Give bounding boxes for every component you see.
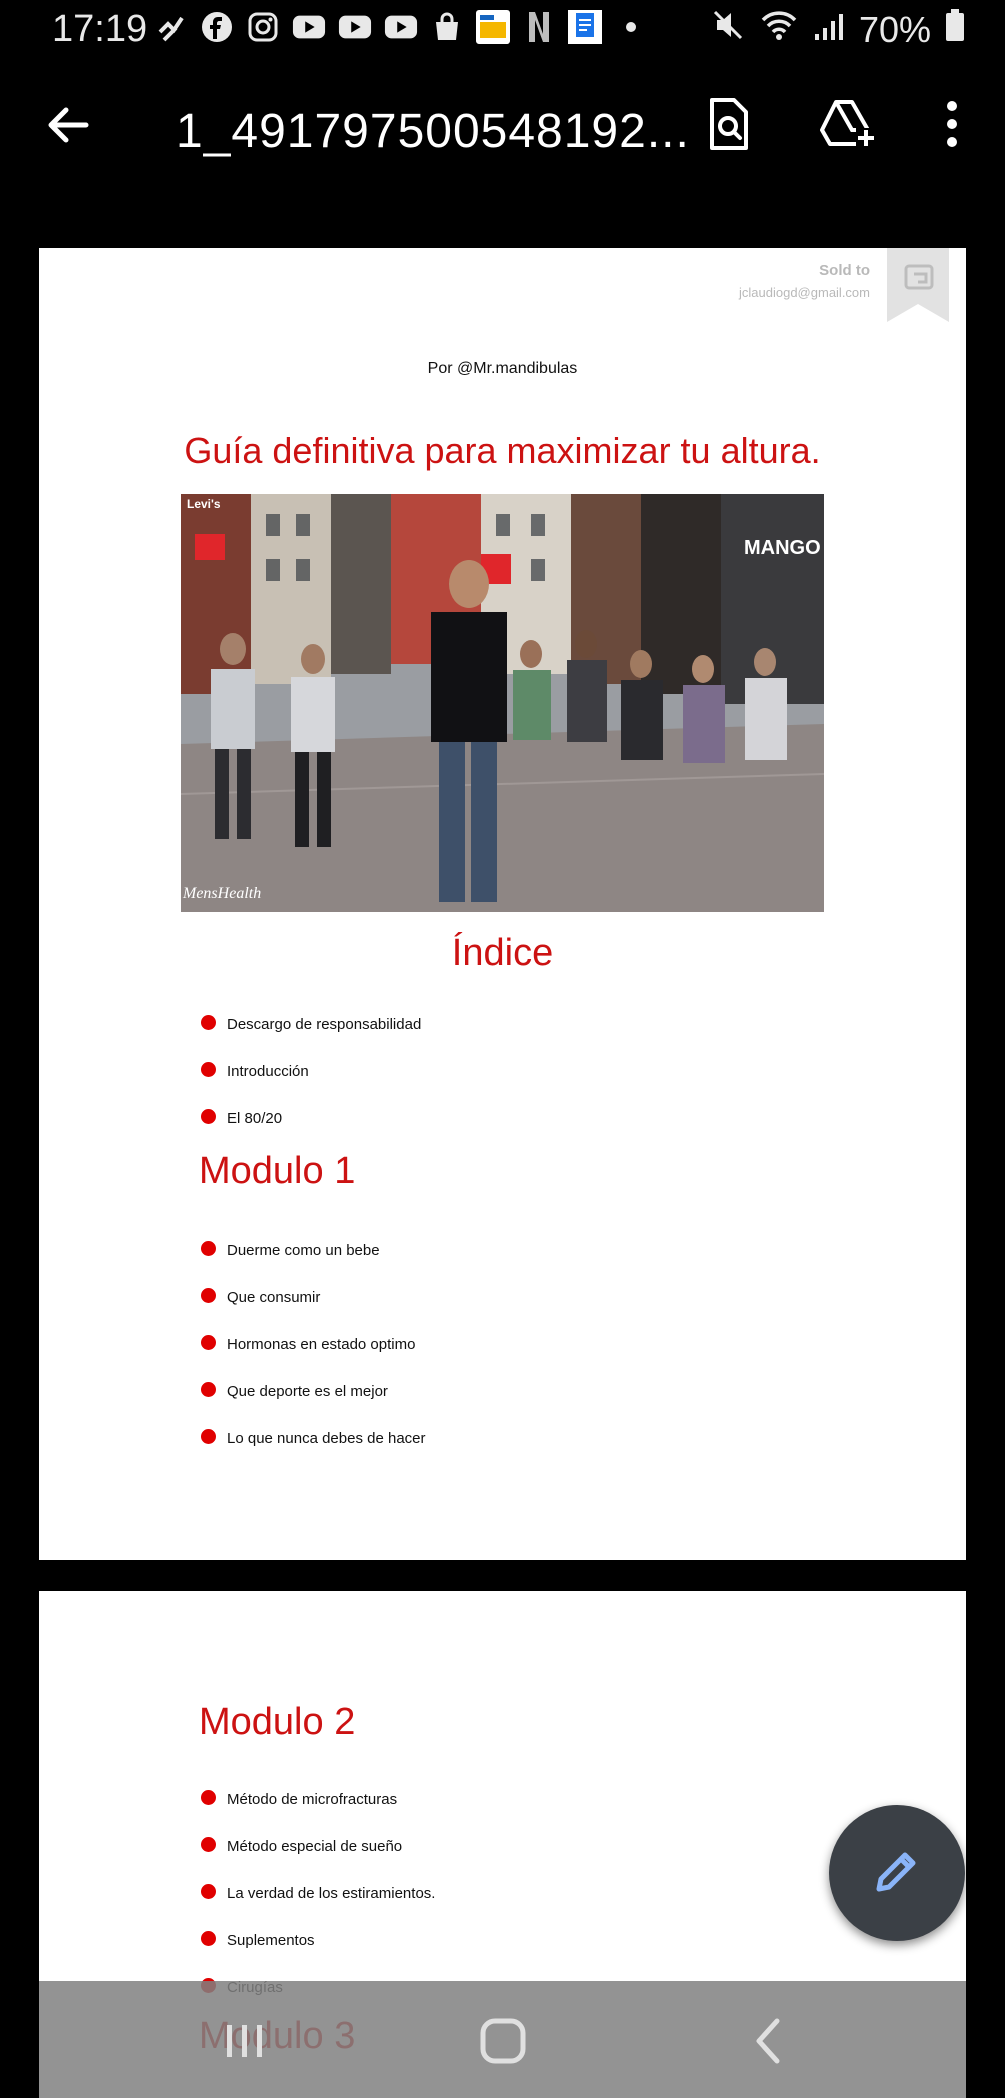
- module1-heading: Modulo 1: [199, 1150, 356, 1192]
- back-arrow-icon[interactable]: [42, 100, 92, 150]
- instagram-icon: [246, 10, 280, 44]
- list-item: Introducción: [201, 1061, 421, 1108]
- index-heading: Índice: [451, 932, 554, 974]
- gesture-icon: [154, 10, 188, 44]
- pdf-page-1[interactable]: [39, 248, 966, 1560]
- module1-list: [201, 1240, 426, 1475]
- sold-to-label: Sold to: [819, 262, 870, 279]
- list-item: Duerme como un bebe: [201, 1240, 426, 1287]
- mute-icon: [711, 8, 745, 51]
- module2-heading: Modulo 2: [199, 1701, 356, 1743]
- battery-percent: 70%: [858, 8, 931, 50]
- list-item: Que deporte es el mejor: [201, 1381, 426, 1428]
- list-item: Método de microfracturas: [201, 1789, 435, 1836]
- sold-to-stamp: [739, 262, 870, 300]
- index-list: [201, 1014, 421, 1155]
- pencil-icon: [871, 1845, 923, 1902]
- edit-fab-button[interactable]: [829, 1805, 965, 1941]
- document-heading: Guía definitiva para maximizar tu altura.: [184, 430, 821, 471]
- apollo-app-icon: [476, 10, 510, 44]
- signal-icon: [813, 9, 845, 51]
- list-item: Lo que nunca debes de hacer: [201, 1428, 426, 1475]
- system-nav-bar: [39, 1981, 966, 2098]
- system-indicators: [711, 8, 965, 51]
- list-item: El 80/20: [201, 1108, 421, 1155]
- bookmark-icon: [887, 248, 949, 322]
- home-icon[interactable]: [473, 2011, 533, 2071]
- recent-apps-icon[interactable]: [215, 2011, 275, 2071]
- street-photo: [181, 494, 824, 912]
- list-item: Que consumir: [201, 1287, 426, 1334]
- list-item: La verdad de los estiramientos.: [201, 1883, 435, 1930]
- list-item: Hormonas en estado optimo: [201, 1334, 426, 1381]
- list-item: Suplementos: [201, 1930, 435, 1977]
- battery-icon: [945, 8, 965, 51]
- list-item: Método especial de sueño: [201, 1836, 435, 1883]
- author-line: Por @Mr.mandibulas: [427, 360, 578, 377]
- dot-icon: [614, 10, 648, 44]
- add-to-drive-icon[interactable]: [818, 96, 874, 152]
- list-item: Descargo de responsabilidad: [201, 1014, 421, 1061]
- status-bar: [0, 0, 1005, 60]
- sold-to-email: jclaudiogd@gmail.com: [739, 285, 870, 300]
- facebook-icon: [200, 10, 234, 44]
- netflix-icon: [522, 10, 556, 44]
- mango-sign: MANGO: [744, 537, 821, 559]
- more-vert-icon[interactable]: [924, 96, 980, 152]
- youtube-icon: [338, 10, 372, 44]
- youtube-icon: [384, 10, 418, 44]
- youtube-icon: [292, 10, 326, 44]
- docs-icon: [568, 10, 602, 44]
- wifi-icon: [759, 8, 799, 51]
- notification-icons: [154, 10, 648, 44]
- nav-back-icon[interactable]: [739, 2011, 799, 2071]
- shopping-bag-icon: [430, 10, 464, 44]
- document-title: 1_491797500548192...: [176, 105, 690, 158]
- status-time: 17:19: [52, 8, 148, 50]
- menshealth-watermark: MensHealth: [183, 885, 262, 902]
- app-bar: [0, 60, 1005, 190]
- search-document-icon[interactable]: [700, 96, 756, 152]
- levis-sign: Levi's: [187, 497, 221, 511]
